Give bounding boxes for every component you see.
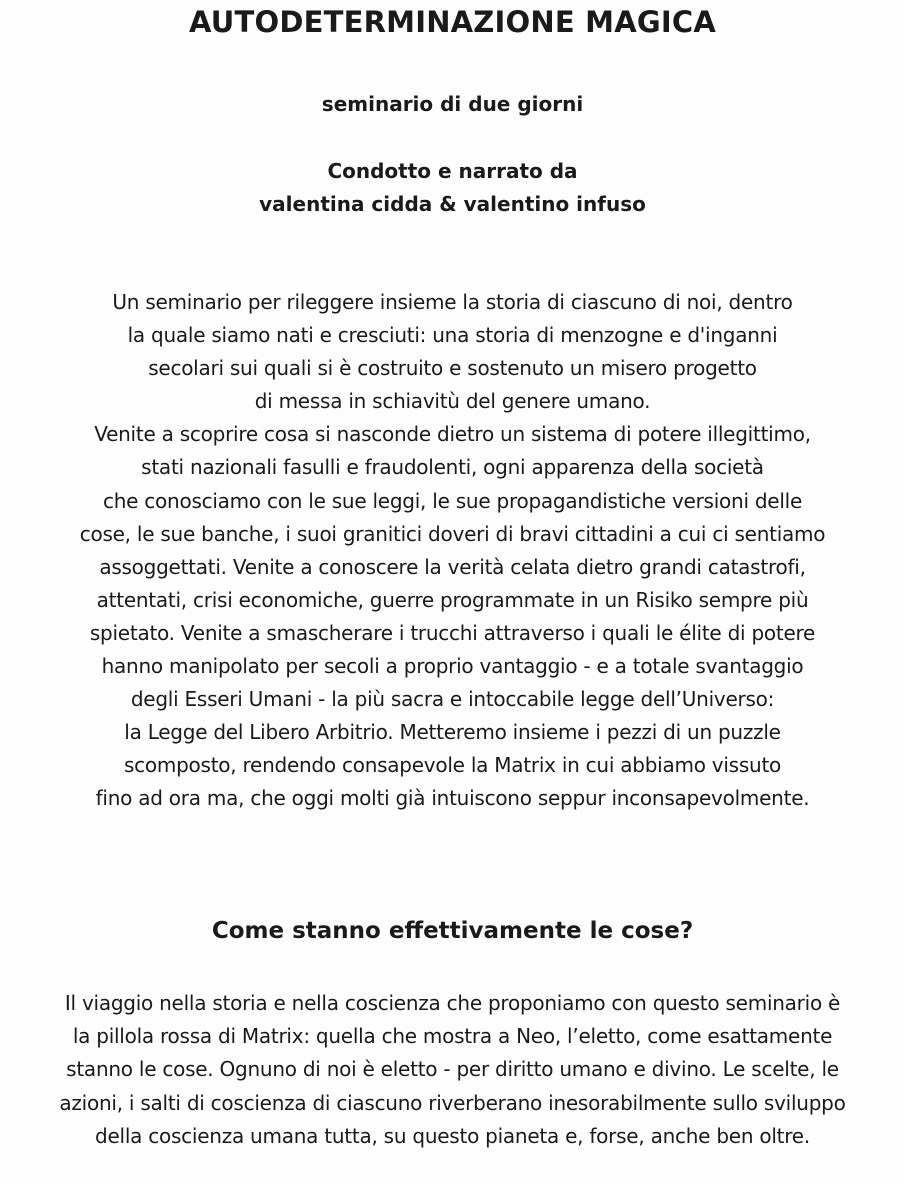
section-line: la pillola rossa di Matrix: quella che mostra a Neo, l’eletto, come esattamente bbox=[72, 1024, 833, 1049]
intro-line: stati nazionali fasulli e fraudolenti, ogni apparenza della società bbox=[141, 455, 764, 480]
section-line: stanno le cose. Ognuno di noi è eletto - per diritto umano e divino. Le scelte, le bbox=[66, 1057, 839, 1082]
credits bbox=[0, 155, 905, 221]
section-line: della coscienza umana tutta, su questo pianeta e, forse, anche ben oltre. bbox=[95, 1123, 810, 1148]
intro-line: assoggettati. Venite a conoscere la verità celata dietro grandi catastrofi, bbox=[99, 554, 806, 579]
intro-line: di messa in schiavitù del genere umano. bbox=[254, 389, 651, 414]
intro-line: attentati, crisi economiche, guerre programmate in un Risiko sempre più bbox=[96, 587, 809, 612]
section-line: Il viaggio nella storia e nella coscienza che proponiamo con questo seminario è bbox=[64, 991, 841, 1015]
document-title: AUTODETERMINAZIONE MAGICA bbox=[189, 5, 716, 39]
credits-line: Condotto e narrato da bbox=[327, 159, 578, 183]
credits-authors: valentina cidda & valentino infuso bbox=[259, 192, 646, 216]
intro-line: spietato. Venite a smascherare i trucchi attraverso i quali le élite di potere bbox=[89, 620, 816, 645]
intro-line: Un seminario per rileggere insieme la storia di ciascuno di noi, dentro bbox=[112, 290, 793, 314]
intro-line: hanno manipolato per secoli a proprio vantaggio - e a totale svantaggio bbox=[101, 654, 804, 679]
intro-paragraph bbox=[0, 286, 905, 816]
intro-line: scomposto, rendendo consapevole la Matrix in cui abbiamo vissuto bbox=[123, 753, 782, 778]
intro-line: degli Esseri Umani - la più sacra e intoccabile legge dell’Universo: bbox=[130, 687, 775, 712]
intro-line: cose, le sue banche, i suoi granitici doveri di bravi cittadini a cui ci sentiamo bbox=[79, 521, 826, 546]
intro-line: fino ad ora ma, che oggi molti già intuiscono seppur inconsapevolmente. bbox=[95, 786, 810, 811]
document-subtitle: seminario di due giorni bbox=[321, 92, 584, 116]
intro-line: Venite a scoprire cosa si nasconde dietro un sistema di potere illegittimo, bbox=[94, 422, 811, 447]
section-line: azioni, i salti di coscienza di ciascuno riverberano inesorabilmente sullo sviluppo bbox=[59, 1090, 846, 1115]
intro-line: la Legge del Libero Arbitrio. Metteremo insieme i pezzi di un puzzle bbox=[124, 720, 781, 745]
section-heading: Come stanno effettivamente le cose? bbox=[211, 918, 694, 944]
intro-line: che conosciamo con le sue leggi, le sue propagandistiche versioni delle bbox=[102, 488, 803, 513]
intro-line: secolari sui quali si è costruito e sostenuto un misero progetto bbox=[148, 356, 757, 381]
section-paragraph bbox=[0, 987, 905, 1153]
intro-line: la quale siamo nati e cresciuti: una storia di menzogne e d'inganni bbox=[127, 323, 778, 348]
